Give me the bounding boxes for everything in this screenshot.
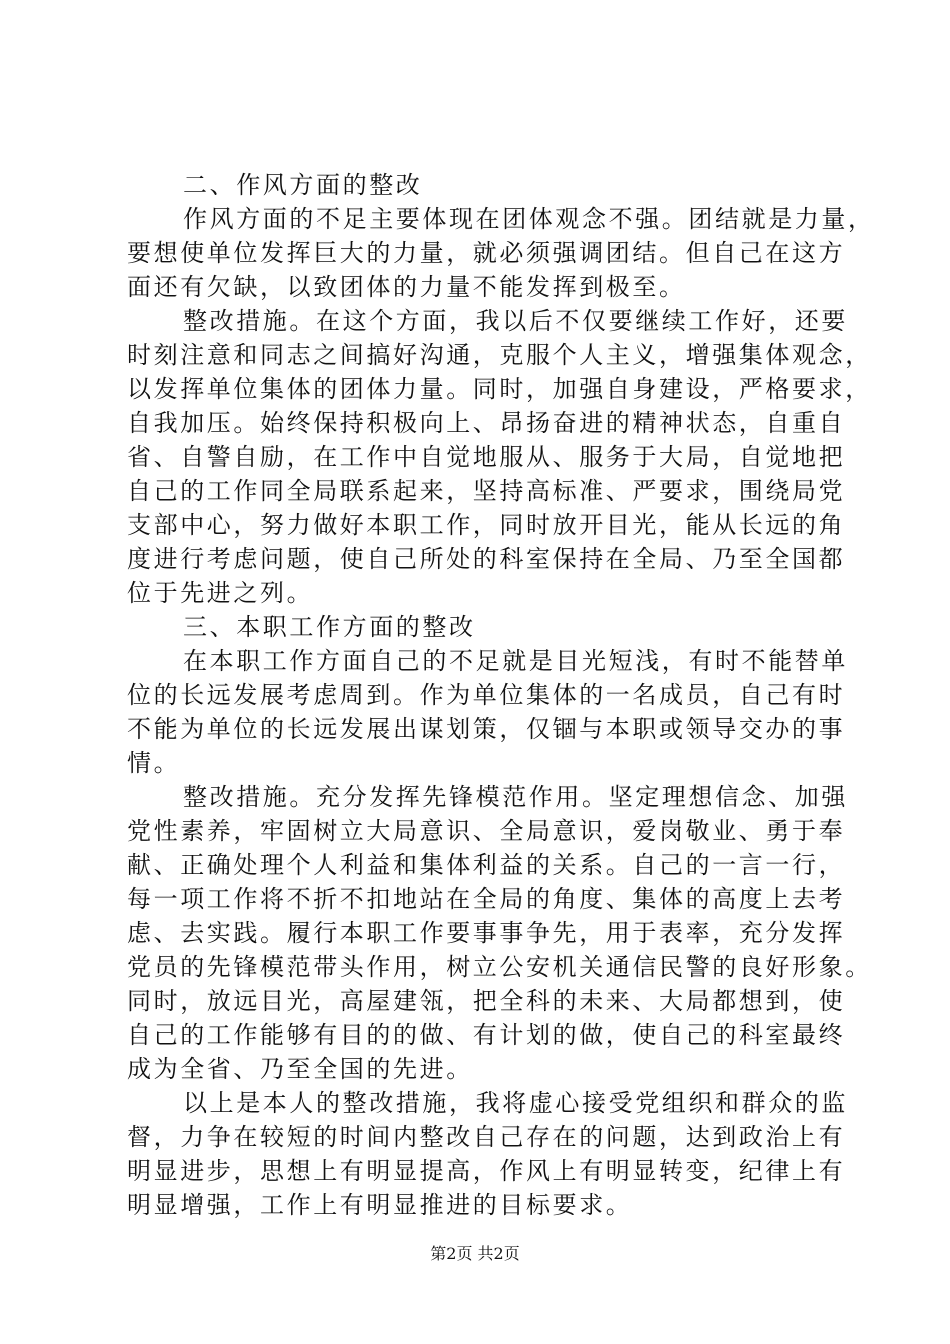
- paragraph-line: 度进行考虑问题，使自己所处的科室保持在全局、乃至全国都: [127, 545, 846, 573]
- paragraph-line: 作风方面的不足主要体现在团体观念不强。团结就是力量，: [183, 205, 875, 233]
- paragraph-line: 整改措施。在这个方面，我以后不仅要继续工作好，还要: [183, 307, 848, 335]
- paragraph-duty-measures: [127, 780, 872, 1086]
- paragraph-conduct-shortcoming: [127, 202, 875, 304]
- paragraph-line: 支部中心，努力做好本职工作，同时放开目光，能从长远的角: [127, 511, 846, 539]
- paragraph-line: 面还有欠缺，以致团体的力量不能发挥到极至。: [127, 273, 686, 301]
- paragraph-line: 督，力争在较短的时间内整改自己存在的问题，达到政治上有: [127, 1123, 846, 1151]
- paragraph-line: 同时，放远目光，高屋建瓴，把全科的未来、大局都想到，使: [127, 987, 846, 1015]
- paragraph-line: 在本职工作方面自己的不足就是目光短浅，有时不能替单: [183, 647, 848, 675]
- paragraph-line: 党性素养，牢固树立大局意识、全局意识，爱岗敬业、勇于奉: [127, 817, 846, 845]
- paragraph-line: 省、自警自励，在工作中自觉地服从、服务于大局，自觉地把: [127, 443, 846, 471]
- paragraph-line: 虑、去实践。履行本职工作要事事争先，用于表率，充分发挥: [127, 919, 846, 947]
- section-heading-duty: [127, 610, 827, 644]
- paragraph-line: 位的长远发展考虑周到。作为单位集体的一名成员，自己有时: [127, 681, 846, 709]
- paragraph-line: 自我加压。始终保持积极向上、昂扬奋进的精神状态，自重自: [127, 409, 846, 437]
- paragraph-line: 明显增强，工作上有明显推进的目标要求。: [127, 1191, 633, 1219]
- paragraph-conclusion: [127, 1086, 848, 1222]
- paragraph-line: 每一项工作将不折不扣地站在全局的角度、集体的高度上去考: [127, 885, 846, 913]
- paragraph-duty-shortcoming: [127, 644, 848, 780]
- page-number-footer: 第2页 共2页: [430, 1244, 520, 1263]
- paragraph-line: 献、正确处理个人利益和集体利益的关系。自己的一言一行，: [127, 851, 846, 879]
- section-heading-conduct: [127, 168, 827, 202]
- paragraph-conduct-measures: [127, 304, 872, 610]
- paragraph-line: 党员的先锋模范带头作用，树立公安机关通信民警的良好形象。: [127, 953, 872, 981]
- heading-line: 三、本职工作方面的整改: [183, 613, 476, 641]
- paragraph-line: 情。: [127, 749, 181, 777]
- paragraph-line: 位于先进之列。: [127, 579, 314, 607]
- paragraph-line: 时刻注意和同志之间搞好沟通，克服个人主义，增强集体观念，: [127, 341, 872, 369]
- paragraph-line: 要想使单位发挥巨大的力量，就必须强调团结。但自己在这方: [127, 239, 846, 267]
- paragraph-line: 明显进步，思想上有明显提高，作风上有明显转变，纪律上有: [127, 1157, 846, 1185]
- paragraph-line: 以发挥单位集体的团体力量。同时，加强自身建设，严格要求，: [127, 375, 872, 403]
- paragraph-line: 不能为单位的长远发展出谋划策，仅锢与本职或领导交办的事: [127, 715, 846, 743]
- document-body: [127, 168, 875, 1222]
- heading-line: 二、作风方面的整改: [183, 171, 423, 199]
- paragraph-line: 自己的工作同全局联系起来，坚持高标准、严要求，围绕局党: [127, 477, 846, 505]
- paragraph-line: 整改措施。充分发挥先锋模范作用。坚定理想信念、加强: [183, 783, 848, 811]
- paragraph-line: 以上是本人的整改措施，我将虚心接受党组织和群众的监: [183, 1089, 848, 1117]
- paragraph-line: 成为全省、乃至全国的先进。: [127, 1055, 473, 1083]
- paragraph-line: 自己的工作能够有目的的做、有计划的做，使自己的科室最终: [127, 1021, 846, 1049]
